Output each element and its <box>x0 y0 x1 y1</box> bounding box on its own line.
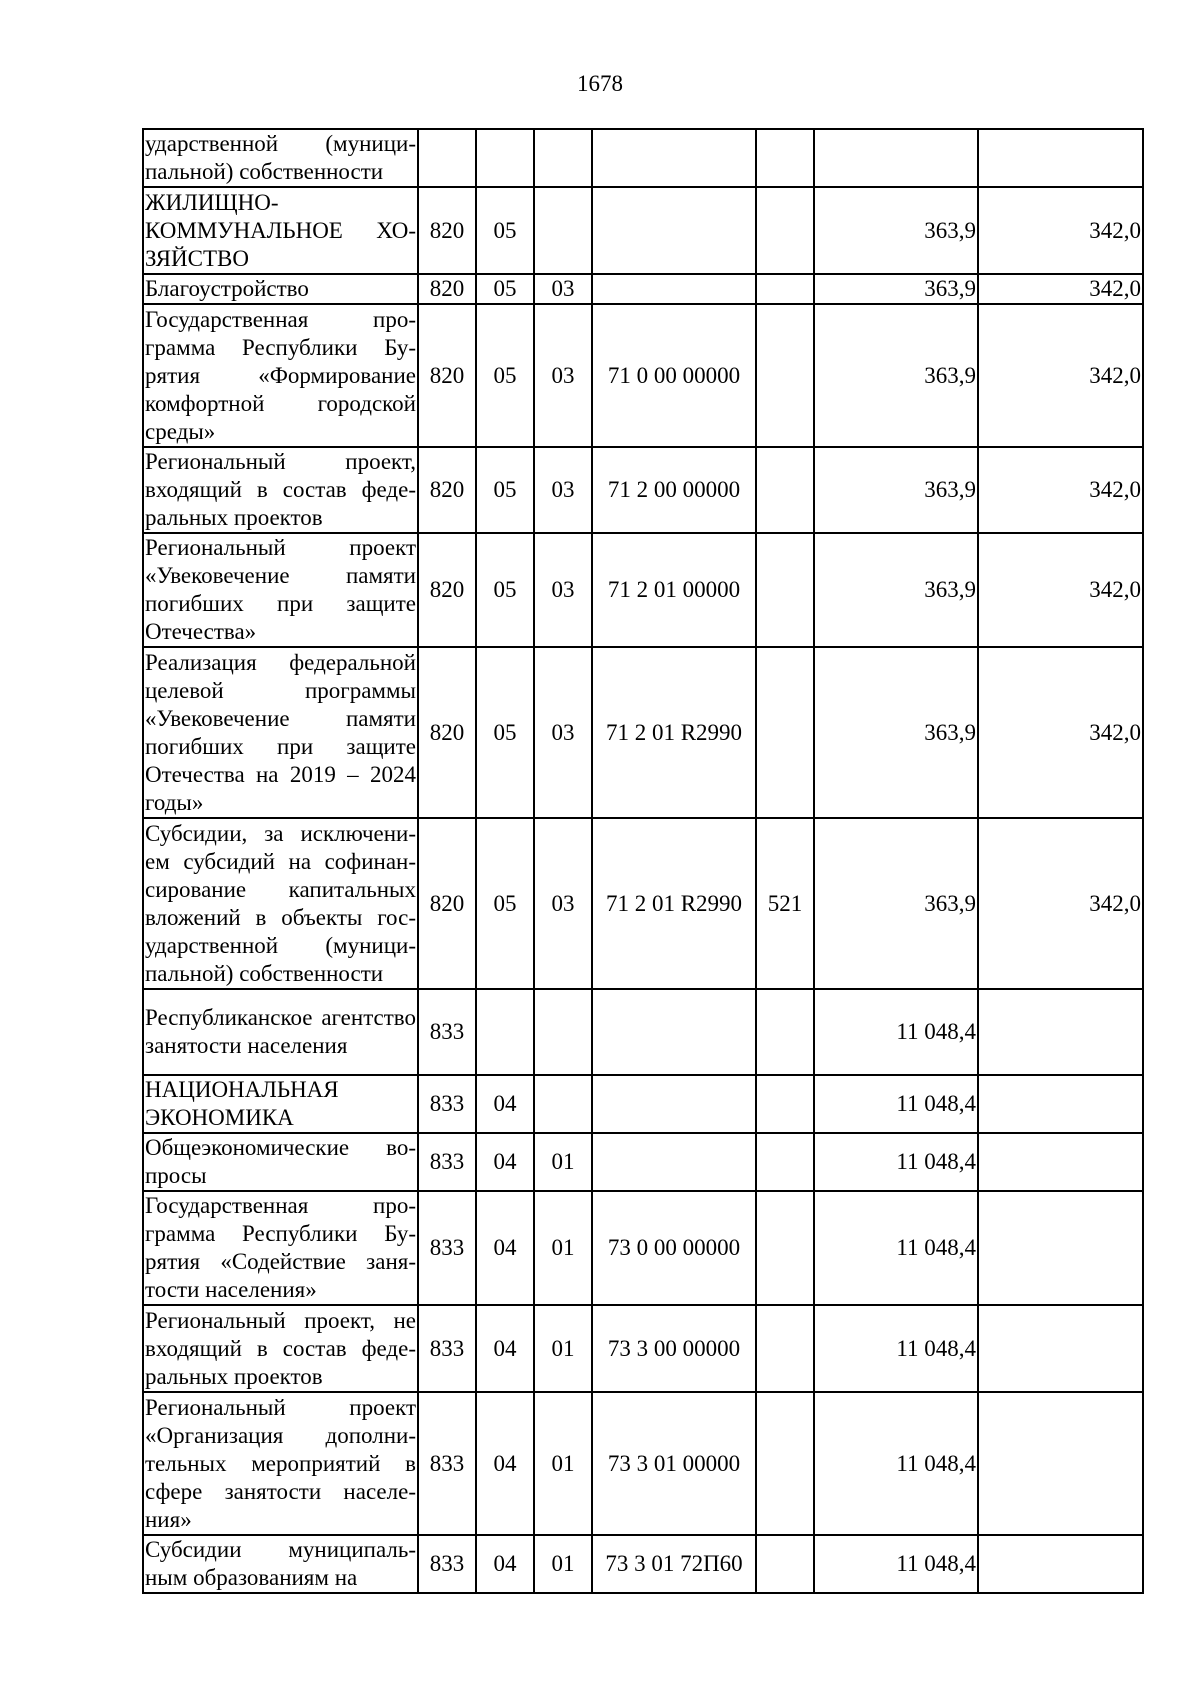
target-article-code: 73 3 01 00000 <box>592 1392 756 1535</box>
row-name: Региональный проект «Организация дополни-тельных мероприятий в сфере занятости населе-ния» <box>143 1392 418 1535</box>
table-row <box>143 818 1143 989</box>
expense-type-code <box>756 447 814 533</box>
section-code: 05 <box>476 274 534 304</box>
section-code: 05 <box>476 187 534 274</box>
target-article-code: 71 0 00 00000 <box>592 304 756 447</box>
amount-year-2 <box>978 1133 1143 1191</box>
table-row <box>143 447 1143 533</box>
table-row <box>143 989 1143 1075</box>
amount-year-2 <box>978 1191 1143 1305</box>
ved-code: 820 <box>418 647 476 818</box>
amount-year-1: 363,9 <box>814 533 978 647</box>
target-article-code <box>592 1133 756 1191</box>
target-article-code: 73 3 01 72П60 <box>592 1535 756 1593</box>
subsection-code <box>534 187 592 274</box>
ved-code: 833 <box>418 1535 476 1593</box>
table-row <box>143 1133 1143 1191</box>
table-row <box>143 187 1143 274</box>
expense-type-code <box>756 989 814 1075</box>
row-name: Благоустройство <box>143 274 418 304</box>
section-code <box>476 989 534 1075</box>
amount-year-2: 342,0 <box>978 274 1143 304</box>
table-row <box>143 1305 1143 1392</box>
ved-code: 833 <box>418 1191 476 1305</box>
section-code: 05 <box>476 647 534 818</box>
subsection-code: 03 <box>534 647 592 818</box>
row-name: Общеэкономические во-просы <box>143 1133 418 1191</box>
amount-year-1: 363,9 <box>814 304 978 447</box>
table-row <box>143 304 1143 447</box>
subsection-code: 01 <box>534 1191 592 1305</box>
section-code: 05 <box>476 533 534 647</box>
target-article-code: 71 2 01 R2990 <box>592 818 756 989</box>
amount-year-2: 342,0 <box>978 447 1143 533</box>
ved-code: 833 <box>418 989 476 1075</box>
ved-code: 820 <box>418 818 476 989</box>
section-code: 04 <box>476 1305 534 1392</box>
subsection-code: 03 <box>534 304 592 447</box>
ved-code: 820 <box>418 187 476 274</box>
ved-code: 833 <box>418 1305 476 1392</box>
expense-type-code <box>756 187 814 274</box>
row-name: Субсидии, за исключени-ем субсидий на софинан-сирование капитальных вложений в объекты гос-ударственной (муници-пальной) собственности <box>143 818 418 989</box>
subsection-code: 03 <box>534 818 592 989</box>
amount-year-1: 363,9 <box>814 187 978 274</box>
amount-year-1: 11 048,4 <box>814 989 978 1075</box>
target-article-code <box>592 274 756 304</box>
section-code: 04 <box>476 1191 534 1305</box>
expense-type-code <box>756 1392 814 1535</box>
expense-type-code <box>756 533 814 647</box>
section-code: 05 <box>476 304 534 447</box>
table-row <box>143 129 1143 187</box>
amount-year-1 <box>814 129 978 187</box>
amount-year-1: 11 048,4 <box>814 1133 978 1191</box>
row-name: Региональный проект, входящий в состав феде-ральных проектов <box>143 447 418 533</box>
amount-year-1: 11 048,4 <box>814 1305 978 1392</box>
row-name: Региональный проект, не входящий в состав феде-ральных проектов <box>143 1305 418 1392</box>
section-code <box>476 129 534 187</box>
expense-type-code <box>756 129 814 187</box>
expense-type-code <box>756 1075 814 1133</box>
subsection-code <box>534 1075 592 1133</box>
section-code: 04 <box>476 1392 534 1535</box>
amount-year-2: 342,0 <box>978 304 1143 447</box>
amount-year-2 <box>978 1392 1143 1535</box>
target-article-code: 71 2 01 00000 <box>592 533 756 647</box>
row-name: Республиканское агентство занятости населения <box>143 989 418 1075</box>
expense-type-code <box>756 274 814 304</box>
row-name: Региональный проект «Увековечение памяти погибших при защите Отечества» <box>143 533 418 647</box>
amount-year-2 <box>978 1535 1143 1593</box>
expense-type-code <box>756 647 814 818</box>
amount-year-2: 342,0 <box>978 818 1143 989</box>
section-code: 04 <box>476 1535 534 1593</box>
section-code: 04 <box>476 1133 534 1191</box>
budget-table <box>142 128 1144 1594</box>
table-row <box>143 647 1143 818</box>
subsection-code: 03 <box>534 447 592 533</box>
ved-code: 820 <box>418 274 476 304</box>
subsection-code: 01 <box>534 1392 592 1535</box>
ved-code <box>418 129 476 187</box>
ved-code: 820 <box>418 533 476 647</box>
amount-year-2: 342,0 <box>978 187 1143 274</box>
target-article-code: 71 2 00 00000 <box>592 447 756 533</box>
page-number: 1678 <box>577 71 623 96</box>
ved-code: 833 <box>418 1133 476 1191</box>
row-name: Государственная про-грамма Республики Бу-рятия «Формирование комфортной городской среды» <box>143 304 418 447</box>
target-article-code <box>592 1075 756 1133</box>
subsection-code: 01 <box>534 1535 592 1593</box>
ved-code: 820 <box>418 447 476 533</box>
subsection-code: 03 <box>534 533 592 647</box>
row-name: Государственная про-грамма Республики Бу-рятия «Содействие заня-тости населения» <box>143 1191 418 1305</box>
amount-year-1: 11 048,4 <box>814 1392 978 1535</box>
row-name: ударственной (муници-пальной) собственности <box>143 129 418 187</box>
expense-type-code <box>756 304 814 447</box>
table-row <box>143 533 1143 647</box>
amount-year-1: 363,9 <box>814 818 978 989</box>
subsection-code: 03 <box>534 274 592 304</box>
ved-code: 833 <box>418 1075 476 1133</box>
expense-type-code <box>756 1535 814 1593</box>
subsection-code <box>534 129 592 187</box>
expense-type-code <box>756 1305 814 1392</box>
amount-year-1: 363,9 <box>814 274 978 304</box>
target-article-code <box>592 187 756 274</box>
table-row <box>143 1191 1143 1305</box>
amount-year-1: 11 048,4 <box>814 1191 978 1305</box>
section-code: 05 <box>476 818 534 989</box>
row-name: ЖИЛИЩНО-КОММУНАЛЬНОЕ ХО-ЗЯЙСТВО <box>143 187 418 274</box>
table-row <box>143 1535 1143 1593</box>
table-row <box>143 1392 1143 1535</box>
amount-year-1: 11 048,4 <box>814 1535 978 1593</box>
row-name: НАЦИОНАЛЬНАЯ ЭКОНОМИКА <box>143 1075 418 1133</box>
target-article-code <box>592 129 756 187</box>
table-row <box>143 1075 1143 1133</box>
amount-year-2: 342,0 <box>978 647 1143 818</box>
amount-year-2 <box>978 1075 1143 1133</box>
expense-type-code: 521 <box>756 818 814 989</box>
table-row <box>143 274 1143 304</box>
amount-year-1: 363,9 <box>814 647 978 818</box>
amount-year-2 <box>978 129 1143 187</box>
expense-type-code <box>756 1191 814 1305</box>
target-article-code: 73 3 00 00000 <box>592 1305 756 1392</box>
target-article-code <box>592 989 756 1075</box>
amount-year-2: 342,0 <box>978 533 1143 647</box>
row-name: Реализация федеральной целевой программы «Увековечение памяти погибших при защите Отечества на 2019 – 2024 годы» <box>143 647 418 818</box>
amount-year-2 <box>978 1305 1143 1392</box>
amount-year-2 <box>978 989 1143 1075</box>
amount-year-1: 363,9 <box>814 447 978 533</box>
ved-code: 820 <box>418 304 476 447</box>
subsection-code: 01 <box>534 1133 592 1191</box>
target-article-code: 73 0 00 00000 <box>592 1191 756 1305</box>
amount-year-1: 11 048,4 <box>814 1075 978 1133</box>
subsection-code <box>534 989 592 1075</box>
subsection-code: 01 <box>534 1305 592 1392</box>
target-article-code: 71 2 01 R2990 <box>592 647 756 818</box>
expense-type-code <box>756 1133 814 1191</box>
section-code: 05 <box>476 447 534 533</box>
ved-code: 833 <box>418 1392 476 1535</box>
section-code: 04 <box>476 1075 534 1133</box>
row-name: Субсидии муниципаль-ным образованиям на <box>143 1535 418 1593</box>
